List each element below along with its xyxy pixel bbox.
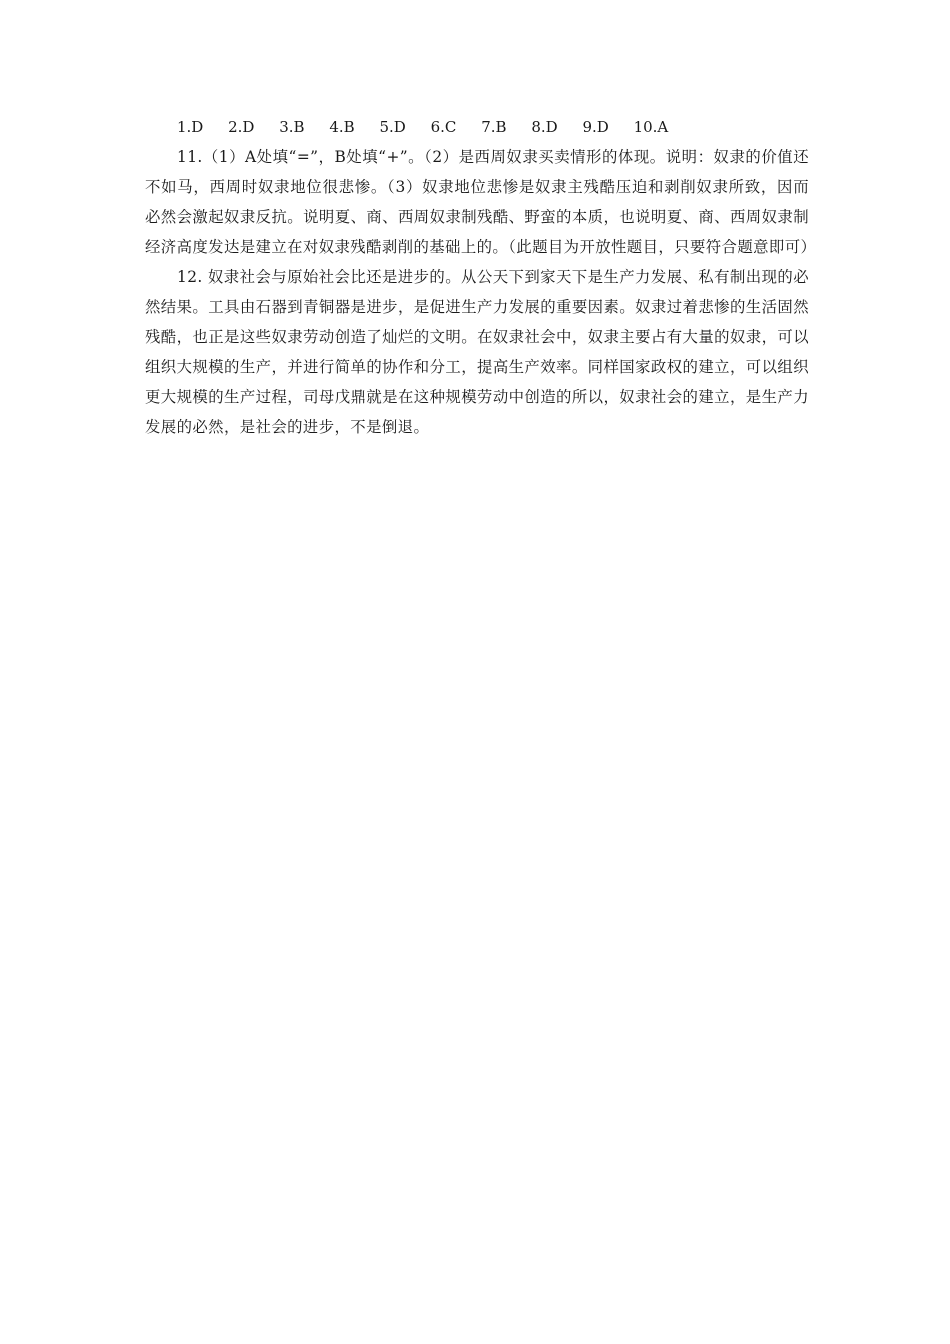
answer-8: 8.D (531, 118, 558, 136)
answer-10: 10.A (633, 118, 669, 136)
answer-4: 4.B (329, 118, 355, 136)
answer-3: 3.B (279, 118, 305, 136)
answer-6: 6.C (430, 118, 457, 136)
answer-7: 7.B (481, 118, 507, 136)
document-page (145, 112, 817, 442)
answer-paragraph-11: 11.（1）A处填“=”，B处填“+”。（2）是西周奴隶买卖情形的体现。说明：奴隶的价值还不如马，西周时奴隶地位很悲惨。（3）奴隶地位悲惨是奴隶主残酷压迫和剥削奴隶所致，因而必然会激起奴隶反抗。说明夏、商、西周奴隶制残酷、野蛮的本质，也说明夏、商、西周奴隶制经济高度发达是建立在对奴隶残酷剥削的基础上的。（此题目为开放性题目，只要符合题意即可） (145, 148, 817, 256)
answer-paragraph-12: 12. 奴隶社会与原始社会比还是进步的。从公天下到家天下是生产力发展、私有制出现的必然结果。工具由石器到青铜器是进步，是促进生产力发展的重要因素。奴隶过着悲惨的生活固然残酷，也正是这些奴隶劳动创造了灿烂的文明。在奴隶社会中，奴隶主要占有大量的奴隶，可以组织大规模的生产，并进行简单的协作和分工，提高生产效率。同样国家政权的建立，可以组织更大规模的生产过程，司母戊鼎就是在这种规模劳动中创造的所以，奴隶社会的建立，是生产力发展的必然，是社会的进步，不是倒退。 (145, 268, 809, 436)
answer-2: 2.D (228, 118, 255, 136)
answer-9: 9.D (582, 118, 609, 136)
answer-5: 5.D (379, 118, 406, 136)
answer-1: 1.D (177, 118, 204, 136)
answer-key-row (145, 112, 809, 142)
